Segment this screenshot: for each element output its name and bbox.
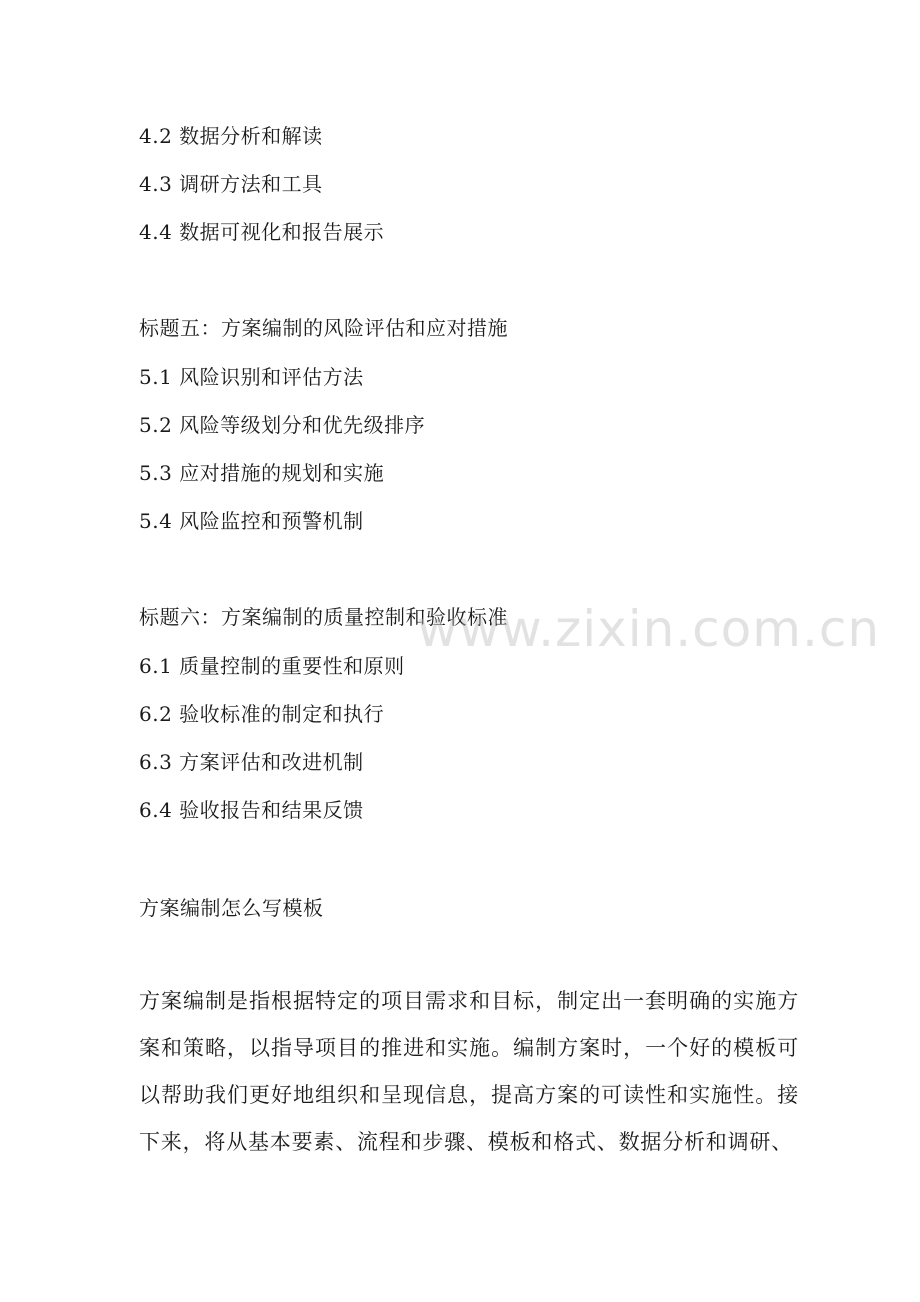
- section-item-4-2: 4.2 数据分析和解读: [139, 124, 323, 148]
- section-item-5-4: 5.4 风险监控和预警机制: [139, 509, 364, 533]
- section-item-6-1: 6.1 质量控制的重要性和原则: [139, 654, 405, 678]
- section-title: 方案编制怎么写模板: [139, 896, 324, 920]
- watermark: www.zixin.com.cn: [417, 600, 881, 658]
- section-item-4-3: 4.3 调研方法和工具: [139, 172, 323, 196]
- section-item-5-2: 5.2 风险等级划分和优先级排序: [139, 413, 426, 437]
- section-item-6-3: 6.3 方案评估和改进机制: [139, 750, 364, 774]
- heading-five: 标题五：方案编制的风险评估和应对措施: [139, 316, 508, 340]
- section-item-6-4: 6.4 验收报告和结果反馈: [139, 798, 364, 822]
- section-item-6-2: 6.2 验收标准的制定和执行: [139, 702, 385, 726]
- body-paragraph: 方案编制是指根据特定的项目需求和目标，制定出一套明确的实施方案和策略，以指导项目的推进和实施。编制方案时，一个好的模板可以帮助我们更好地组织和呈现信息，提高方案的可读性和实施性。接下来，将从基本要素、流程和步骤、模板和格式、数据分析和调研、: [139, 989, 799, 1154]
- section-item-5-1: 5.1 风险识别和评估方法: [139, 365, 364, 389]
- heading-six: 标题六：方案编制的质量控制和验收标准: [139, 605, 508, 629]
- section-item-4-4: 4.4 数据可视化和报告展示: [139, 220, 385, 244]
- section-item-5-3: 5.3 应对措施的规划和实施: [139, 461, 385, 485]
